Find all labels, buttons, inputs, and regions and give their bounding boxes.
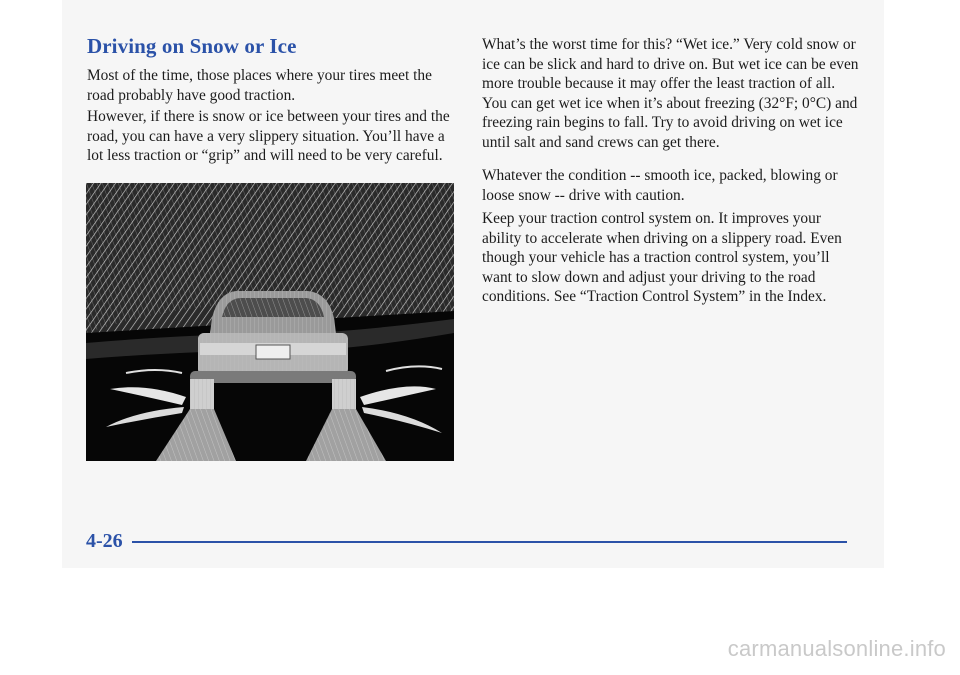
left-paragraph-1: Most of the time, those places where your tires meet the road probably have good traction.	[87, 67, 432, 104]
right-paragraph-2: Whatever the condition -- smooth ice, packed, blowing or loose snow -- drive with caution.	[482, 167, 838, 204]
right-paragraph-1: What’s the worst time for this? “Wet ice.” Very cold snow or ice can be slick and hard to drive on. But wet ice can be even more trouble because it may offer the least traction of all. You can get wet ice when it’s about freezing (32°F; 0°C) and freezing rain begins to fall. Try to avoid driving on wet ice until salt and sand crews can get there.	[482, 36, 859, 151]
site-watermark: carmanualsonline.info	[727, 636, 946, 661]
footer-rule	[132, 541, 847, 543]
right-paragraph-3: Keep your traction control system on. It improves your ability to accelerate when driving on a slippery road. Even though your vehicle has a traction control system, you’ll want to slow down and adjust your driving to the road conditions. See “Traction Control System” in the Index.	[482, 210, 842, 306]
car-on-snow-illustration	[86, 183, 454, 461]
left-paragraph-2: However, if there is snow or ice between your tires and the road, you can have a very slippery situation. You’ll have a lot less traction or “grip” and will need to be very careful.	[87, 108, 450, 165]
section-title: Driving on Snow or Ice	[87, 34, 297, 58]
car-illustration-svg	[86, 183, 454, 461]
page-number: 4-26	[86, 530, 123, 552]
